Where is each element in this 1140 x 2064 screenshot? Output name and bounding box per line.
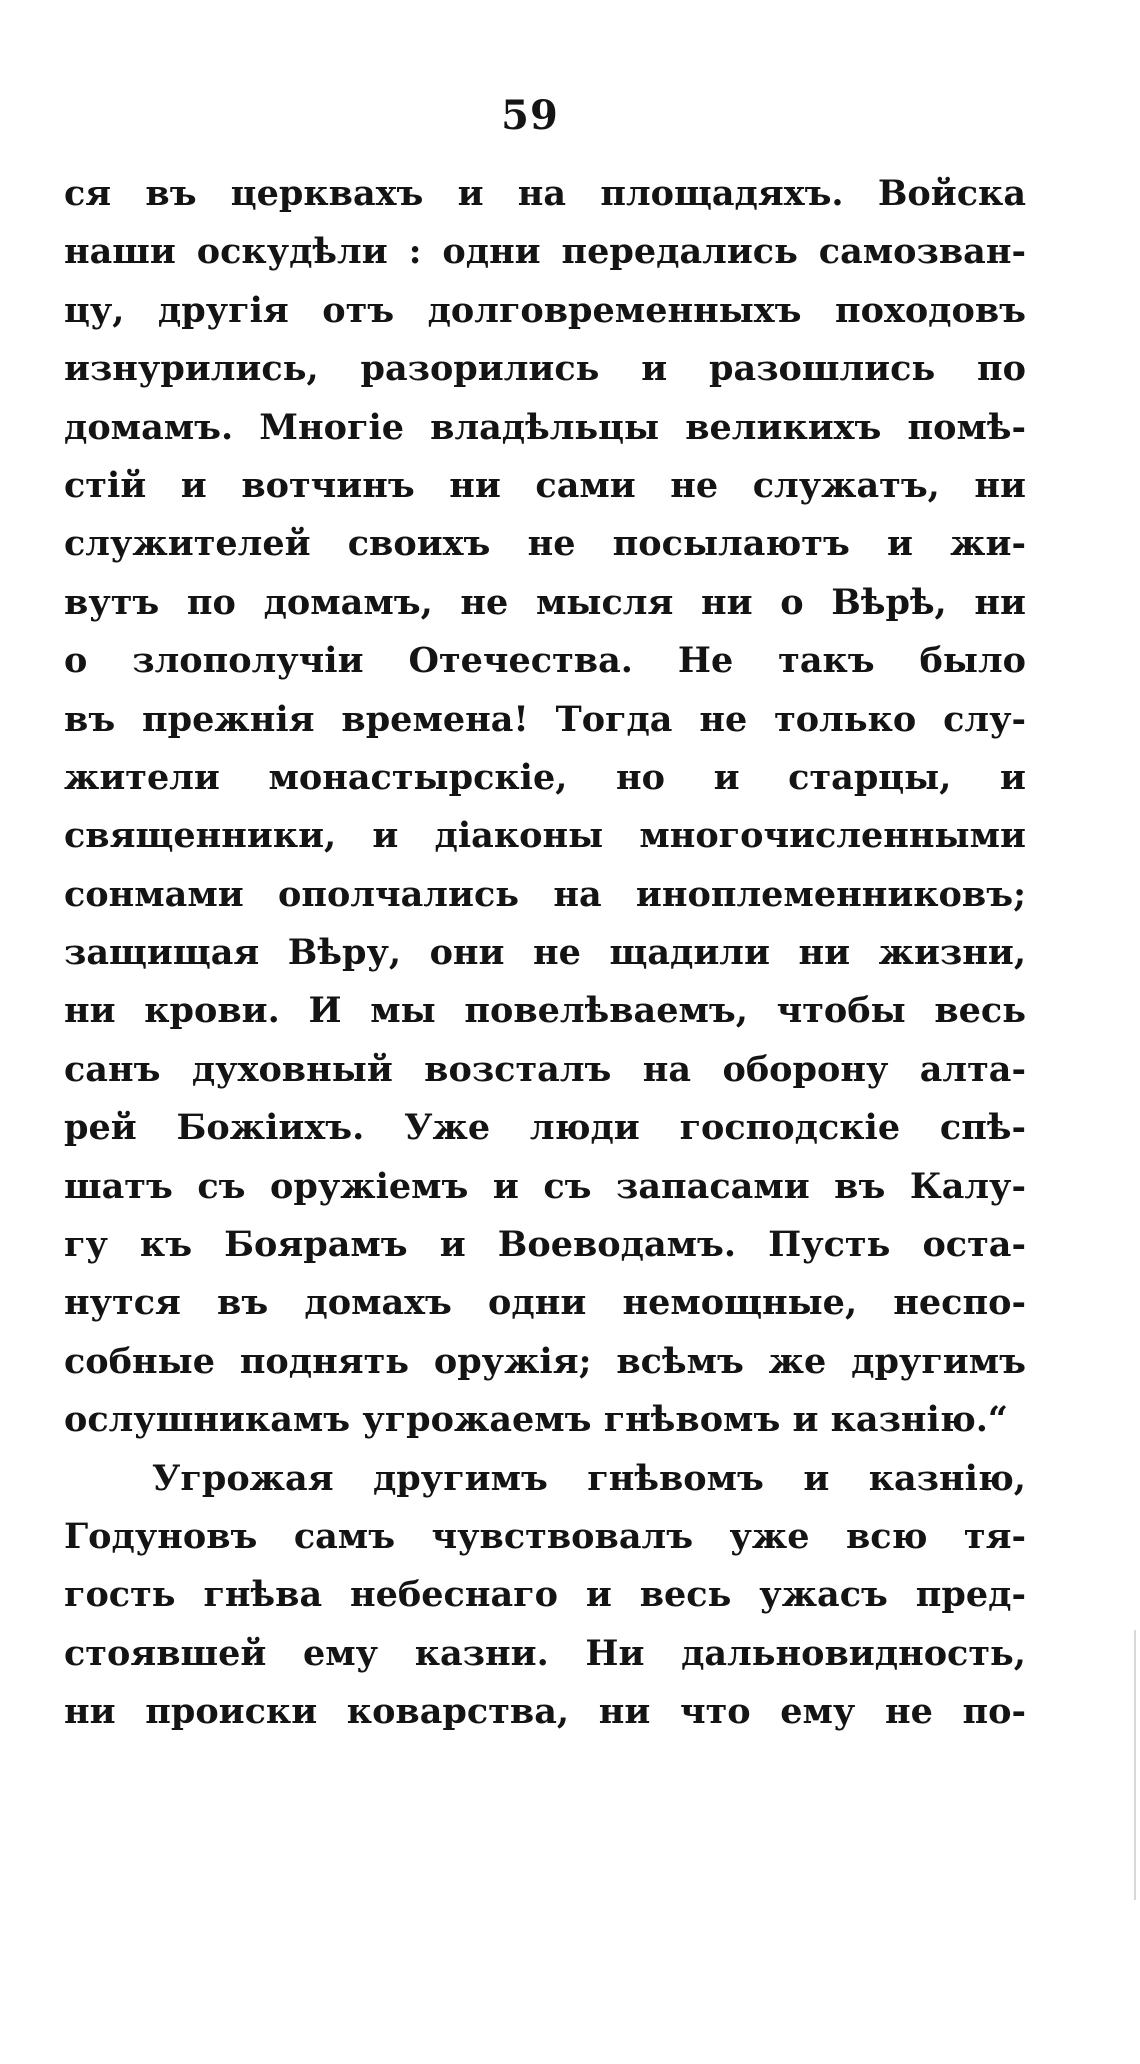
text-line: собные поднять оружія; всѣмъ же другимъ <box>64 1340 1026 1382</box>
paragraph-first-line: Угрожая другимъ гнѣвомъ и казнію, <box>152 1457 1026 1499</box>
text-line: гу къ Боярамъ и Воеводамъ. Пусть оста- <box>64 1224 1026 1266</box>
paragraph-end-line: ослушникамъ угрожаемъ гнѣвомъ и казнію.“ <box>64 1399 1009 1441</box>
text-line: о злополучіи Отечества. Не такъ было <box>64 640 1026 682</box>
text-line: стоявшей ему казни. Ни дальновидность, <box>64 1632 1026 1674</box>
text-line: служителей своихъ не посылаютъ и жи- <box>64 523 1026 565</box>
page-number: 59 <box>501 92 559 139</box>
text-line: наши оскудѣли : одни передались самозван- <box>64 231 1026 273</box>
text-line: ся въ церквахъ и на площадяхъ. Войска <box>64 173 1026 214</box>
text-line: гость гнѣва небеснаго и весь ужасъ пред- <box>64 1574 1026 1616</box>
text-line: жители монастырскіе, но и старцы, и <box>64 756 1026 798</box>
body-text <box>64 165 1026 1742</box>
text-line: нутся въ домахъ одни немощные, неспо- <box>64 1282 1026 1324</box>
text-line: домамъ. Многіе владѣльцы великихъ помѣ- <box>64 406 1026 448</box>
text-line: священники, и діаконы многочисленными <box>64 815 1026 857</box>
text-line: сонмами ополчались на иноплеменниковъ; <box>64 873 1026 915</box>
text-line: цу, другія отъ долговременныхъ походовъ <box>64 289 1026 331</box>
text-line: защищая Вѣру, они не щадили ни жизни, <box>64 932 1026 974</box>
text-line: вутъ по домамъ, не мысля ни о Вѣрѣ, ни <box>64 581 1026 623</box>
text-line: Годуновъ самъ чувствовалъ уже всю тя- <box>64 1515 1026 1557</box>
text-line: въ прежнія времена! Тогда не только слу- <box>64 698 1026 740</box>
text-line: рей Божіихъ. Уже люди господскіе спѣ- <box>64 1107 1026 1149</box>
page-edge-shadow <box>1134 1630 1136 1900</box>
text-line: ни происки коварства, ни что ему не по- <box>64 1691 1026 1733</box>
text-line: ни крови. И мы повелѣваемъ, чтобы весь <box>64 990 1026 1032</box>
text-line: изнурились, разорились и разошлись по <box>64 348 1026 390</box>
text-line: шатъ съ оружіемъ и съ запасами въ Калу- <box>64 1165 1026 1207</box>
text-line: санъ духовный возсталъ на оборону алта- <box>64 1048 1026 1090</box>
text-line: стій и вотчинъ ни сами не служатъ, ни <box>64 464 1026 506</box>
